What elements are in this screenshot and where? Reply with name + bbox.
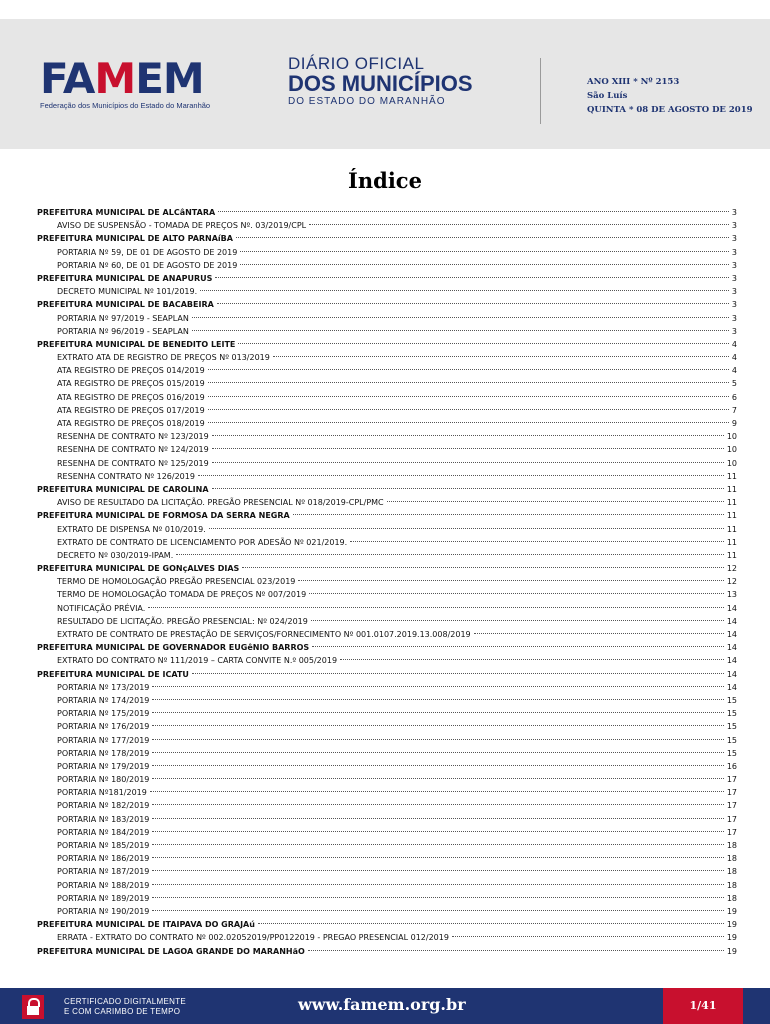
index-entry-title: RESULTADO DE LICITAÇÃO. PREGÃO PRESENCIAL: Nº 024/2019 xyxy=(57,616,308,626)
index-entry-page: 3 xyxy=(731,300,737,310)
index-entry-title: AVISO DE SUSPENSÃO - TOMADA DE PREÇOS Nº. 03/2019/CPL xyxy=(57,221,307,231)
logo-part-3: EM xyxy=(135,54,204,103)
index-entry-page: 17 xyxy=(726,827,737,837)
index-entry-title: PREFEITURA MUNICIPAL DE CAROLINA xyxy=(37,484,209,494)
dot-leader xyxy=(152,818,723,819)
dot-leader xyxy=(242,567,723,568)
index-entry-title: PORTARIA Nº 186/2019 xyxy=(57,854,150,864)
index-entry-title: EXTRATO DO CONTRATO Nº 111/2019 – CARTA CONVITE N.º 005/2019 xyxy=(57,656,338,666)
index-entry-title: ATA REGISTRO DE PREÇOS 015/2019 xyxy=(57,379,205,389)
index-entry-page: 19 xyxy=(726,946,737,956)
index-entry-title: PORTARIA Nº 187/2019 xyxy=(57,867,150,877)
index-entry[interactable] xyxy=(37,470,737,483)
index-entry-title: DECRETO MUNICIPAL Nº 101/2019. xyxy=(57,287,198,297)
index-entry-title: ATA REGISTRO DE PREÇOS 018/2019 xyxy=(57,419,205,428)
index-entry-page: 15 xyxy=(726,735,737,745)
dot-leader xyxy=(152,725,723,726)
index-entry-page: 17 xyxy=(726,801,737,811)
index-section[interactable] xyxy=(37,206,737,219)
index-entry[interactable] xyxy=(37,905,737,918)
index-entry-page: 17 xyxy=(726,814,737,824)
index-entry-page: 18 xyxy=(726,867,737,877)
dot-leader xyxy=(212,448,724,449)
divider xyxy=(540,58,541,124)
dot-leader xyxy=(240,264,729,265)
index-entry-title: PORTARIA Nº 179/2019 xyxy=(57,761,150,771)
index-entry-title: RESENHA DE CONTRATO Nº 124/2019 xyxy=(57,445,209,455)
index-section[interactable] xyxy=(37,232,737,245)
index-entry-title: EXTRATO DE DISPENSA Nº 010/2019. xyxy=(57,524,206,534)
index-entry-title: ATA REGISTRO DE PREÇOS 017/2019 xyxy=(57,405,205,415)
index-entry-page: 3 xyxy=(731,208,737,217)
dot-leader xyxy=(208,422,729,423)
index-entry[interactable] xyxy=(37,747,737,760)
index-entry-page: 17 xyxy=(726,788,737,798)
index-entry-page: 16 xyxy=(726,761,737,771)
index-entry-page: 11 xyxy=(726,498,737,508)
logo-part-2: M xyxy=(94,54,136,103)
dot-leader xyxy=(293,514,724,515)
index-entry[interactable] xyxy=(37,391,737,404)
famem-logo[interactable] xyxy=(40,54,240,121)
index-entry[interactable] xyxy=(37,839,737,852)
index-entry-page: 14 xyxy=(726,630,737,639)
dot-leader xyxy=(176,554,724,555)
index-entry[interactable] xyxy=(37,865,737,878)
index-entry[interactable] xyxy=(37,786,737,799)
index-entry-title: PORTARIA Nº 184/2019 xyxy=(57,827,150,837)
index-entry-title: PREFEITURA MUNICIPAL DE ALCâNTARA xyxy=(37,208,216,217)
index-entry-page: 14 xyxy=(726,682,737,692)
index-entry-title: PREFEITURA MUNICIPAL DE ITAIPAVA DO GRAJAú xyxy=(37,920,255,930)
dot-leader xyxy=(192,330,729,331)
index-entry-page: 4 xyxy=(731,353,737,363)
dot-leader xyxy=(312,646,724,647)
dot-leader xyxy=(152,857,723,858)
dot-leader xyxy=(215,277,728,278)
dot-leader xyxy=(208,369,729,370)
index-entry[interactable] xyxy=(37,404,737,417)
index-entry[interactable] xyxy=(37,457,737,470)
index-entry-title: PORTARIA Nº 173/2019 xyxy=(57,682,150,692)
index-entry-page: 4 xyxy=(731,339,737,349)
index-entry-page: 19 xyxy=(726,920,737,930)
index-entry-title: PORTARIA Nº 59, DE 01 DE AGOSTO DE 2019 xyxy=(57,247,238,257)
index-entry-title: PORTARIA Nº 190/2019 xyxy=(57,906,150,916)
index-entry[interactable] xyxy=(37,259,737,272)
index-entry-title: ATA REGISTRO DE PREÇOS 016/2019 xyxy=(57,392,205,402)
footer xyxy=(0,988,770,1024)
dot-leader xyxy=(152,712,723,713)
index-entry-title: EXTRATO ATA DE REGISTRO DE PREÇOS Nº 013/2019 xyxy=(57,353,270,363)
index-entry-title: PREFEITURA MUNICIPAL DE ICATU xyxy=(37,669,189,679)
dot-leader xyxy=(152,910,723,911)
index-entry[interactable] xyxy=(37,931,737,944)
dot-leader xyxy=(152,778,723,779)
dot-leader xyxy=(212,462,724,463)
dot-leader xyxy=(152,831,723,832)
dot-leader xyxy=(152,739,723,740)
index-entry-title: PREFEITURA MUNICIPAL DE ANAPURUS xyxy=(37,273,213,283)
dot-leader xyxy=(308,950,724,951)
dot-leader xyxy=(212,488,724,489)
masthead xyxy=(0,19,770,149)
index-entry-page: 11 xyxy=(726,524,737,534)
index-entry[interactable] xyxy=(37,575,737,588)
index-entry-page: 10 xyxy=(726,445,737,455)
dot-leader xyxy=(217,303,729,304)
index-entry-page: 12 xyxy=(726,577,737,587)
dot-leader xyxy=(150,791,724,792)
dot-leader xyxy=(198,475,724,476)
dot-leader xyxy=(240,251,729,252)
index-entry[interactable] xyxy=(37,852,737,865)
index-entry[interactable] xyxy=(37,312,737,325)
publication-title-line1: DIÁRIO OFICIAL xyxy=(288,54,425,73)
index-entry-page: 13 xyxy=(726,590,737,600)
dot-leader xyxy=(208,396,729,397)
index-entry-page: 11 xyxy=(726,550,737,560)
index-entry-title: PORTARIA Nº 97/2019 - SEAPLAN xyxy=(57,313,189,323)
index-entry-page: 5 xyxy=(731,379,737,389)
index-entry-page: 19 xyxy=(726,933,737,943)
dot-leader xyxy=(452,936,724,937)
index-entry-title: NOTIFICAÇÃO PRÉVIA. xyxy=(57,603,146,613)
index-section[interactable] xyxy=(37,945,737,958)
logo-part-1: FA xyxy=(40,54,95,103)
issue-info xyxy=(587,75,753,117)
index-entry-page: 3 xyxy=(731,221,737,231)
index-entry-page: 14 xyxy=(726,616,737,626)
index-entry-title: PORTARIA Nº 60, DE 01 DE AGOSTO DE 2019 xyxy=(57,260,238,270)
index-entry-page: 17 xyxy=(726,775,737,785)
index-entry-title: TERMO DE HOMOLOGAÇÃO PREGÃO PRESENCIAL 023/2019 xyxy=(57,577,296,587)
index-entry[interactable] xyxy=(37,760,737,773)
index-entry[interactable] xyxy=(37,615,737,628)
index-entry[interactable] xyxy=(37,364,737,377)
dot-leader xyxy=(218,211,729,212)
index-entry-title: PREFEITURA MUNICIPAL DE ALTO PARNAíBA xyxy=(37,234,233,244)
index-section[interactable] xyxy=(37,509,737,522)
index-entry-title: EXTRATO DE CONTRATO DE PRESTAÇÃO DE SERVIÇOS/FORNECIMENTO Nº 001.0107.2019.13.008/2019 xyxy=(57,630,471,639)
certification-note xyxy=(64,997,186,1017)
dot-leader xyxy=(474,633,724,634)
index-section[interactable] xyxy=(37,483,737,496)
publication-title xyxy=(288,55,528,109)
index-entry-page: 15 xyxy=(726,722,737,732)
dot-leader xyxy=(152,870,723,871)
index-entry[interactable] xyxy=(37,799,737,812)
index-entry-page: 14 xyxy=(726,603,737,613)
index-entry-title: PORTARIA Nº 96/2019 - SEAPLAN xyxy=(57,326,189,336)
index-entry[interactable] xyxy=(37,879,737,892)
index-entry-title: PORTARIA Nº181/2019 xyxy=(57,788,147,798)
index-entry-page: 11 xyxy=(726,484,737,494)
index-entry-title: PORTARIA Nº 177/2019 xyxy=(57,735,150,745)
index-entry-title: ATA REGISTRO DE PREÇOS 014/2019 xyxy=(57,366,205,376)
dot-leader xyxy=(152,752,723,753)
index-entry-title: PREFEITURA MUNICIPAL DE GOVERNADOR EUGêNIO BARROS xyxy=(37,643,310,653)
index-entry[interactable] xyxy=(37,628,737,641)
index-entry-title: RESENHA CONTRATO Nº 126/2019 xyxy=(57,471,195,481)
index-entry-page: 3 xyxy=(731,234,737,244)
index-entry-page: 3 xyxy=(731,313,737,323)
index-section[interactable] xyxy=(37,272,737,285)
index-entry-page: 10 xyxy=(726,432,737,442)
index-entry-title: EXTRATO DE CONTRATO DE LICENCIAMENTO POR ADESÃO Nº 021/2019. xyxy=(57,537,348,547)
index-entry-page: 18 xyxy=(726,841,737,850)
index-entry-page: 18 xyxy=(726,854,737,864)
cert-line-2: E COM CARIMBO DE TEMPO xyxy=(64,1007,181,1016)
dot-leader xyxy=(212,435,724,436)
dot-leader xyxy=(309,224,729,225)
index-entry-title: PORTARIA Nº 189/2019 xyxy=(57,893,150,903)
index-entry-page: 19 xyxy=(726,906,737,916)
index-entry[interactable] xyxy=(37,430,737,443)
index-entry-page: 15 xyxy=(726,748,737,758)
index-entry[interactable] xyxy=(37,707,737,720)
index-entry[interactable] xyxy=(37,496,737,509)
dot-leader xyxy=(192,673,724,674)
index-entry-title: PREFEITURA MUNICIPAL DE LAGOA GRANDE DO MARANHãO xyxy=(37,946,305,956)
index-entry-page: 18 xyxy=(726,893,737,903)
index-entry-title: PORTARIA Nº 174/2019 xyxy=(57,695,150,705)
index-entry[interactable] xyxy=(37,720,737,733)
dot-leader xyxy=(273,356,729,357)
index-entry[interactable] xyxy=(37,681,737,694)
index-entry-title: PREFEITURA MUNICIPAL DE FORMOSA DA SERRA NEGRA xyxy=(37,511,290,521)
index-entry-title: PORTARIA Nº 180/2019 xyxy=(57,775,150,785)
index-entry-title: RESENHA DE CONTRATO Nº 125/2019 xyxy=(57,458,209,468)
dot-leader xyxy=(192,317,729,318)
index-entry-page: 12 xyxy=(726,564,737,574)
index-list xyxy=(37,206,737,958)
index-entry-page: 6 xyxy=(731,392,737,402)
lock-icon xyxy=(22,995,44,1019)
index-entry-page: 14 xyxy=(726,643,737,653)
index-entry-page: 10 xyxy=(726,458,737,468)
publication-title-line2: DOS MUNICÍPIOS xyxy=(288,71,473,96)
index-entry-title: PREFEITURA MUNICIPAL DE BACABEIRA xyxy=(37,300,214,310)
index-entry-page: 15 xyxy=(726,695,737,705)
index-section[interactable] xyxy=(37,918,737,931)
index-entry[interactable] xyxy=(37,325,737,338)
publication-title-line3: DO ESTADO DO MARANHÃO xyxy=(288,96,446,107)
index-section[interactable] xyxy=(37,298,737,311)
dot-leader xyxy=(152,804,723,805)
issue-date: QUINTA * 08 DE AGOSTO DE 2019 xyxy=(587,105,753,115)
dot-leader xyxy=(152,686,723,687)
index-section[interactable] xyxy=(37,562,737,575)
index-entry[interactable] xyxy=(37,351,737,364)
page-title: Índice xyxy=(348,168,422,193)
dot-leader xyxy=(387,501,724,502)
index-entry[interactable] xyxy=(37,219,737,232)
dot-leader xyxy=(350,541,724,542)
index-entry-page: 3 xyxy=(731,260,737,270)
dot-leader xyxy=(340,659,724,660)
dot-leader xyxy=(209,528,724,529)
index-entry-page: 15 xyxy=(726,709,737,719)
dot-leader xyxy=(152,884,723,885)
website-link[interactable]: www.famem.org.br xyxy=(298,995,466,1014)
index-entry[interactable] xyxy=(37,377,737,390)
index-entry-title: PORTARIA Nº 183/2019 xyxy=(57,814,150,824)
logo-wordmark xyxy=(40,54,204,103)
dot-leader xyxy=(236,237,729,238)
index-entry-title: PREFEITURA MUNICIPAL DE BENEDITO LEITE xyxy=(37,339,236,349)
index-entry-page: 4 xyxy=(731,366,737,376)
index-entry[interactable] xyxy=(37,443,737,456)
dot-leader xyxy=(238,343,729,344)
dot-leader xyxy=(152,699,723,700)
index-entry-page: 3 xyxy=(731,273,737,283)
index-entry-page: 18 xyxy=(726,880,737,890)
index-entry[interactable] xyxy=(37,654,737,667)
dot-leader xyxy=(200,290,729,291)
index-entry-title: PORTARIA Nº 188/2019 xyxy=(57,880,150,890)
index-entry-title: ERRATA - EXTRATO DO CONTRATO Nº 002.02052019/PP0122019 - PREGAO PRESENCIAL 012/2019 xyxy=(57,933,449,943)
index-entry-page: 11 xyxy=(726,471,737,481)
dot-leader xyxy=(152,897,723,898)
index-section[interactable] xyxy=(37,641,737,654)
index-entry-title: PORTARIA Nº 182/2019 xyxy=(57,801,150,811)
index-entry-title: PREFEITURA MUNICIPAL DE GONçALVES DIAS xyxy=(37,564,240,574)
index-entry-page: 11 xyxy=(726,511,737,521)
index-entry-page: 7 xyxy=(731,405,737,415)
index-entry[interactable] xyxy=(37,523,737,536)
index-entry[interactable] xyxy=(37,417,737,430)
index-entry-title: PORTARIA Nº 176/2019 xyxy=(57,722,150,732)
index-entry-title: PORTARIA Nº 185/2019 xyxy=(57,841,150,850)
index-entry-title: DECRETO Nº 030/2019-IPAM. xyxy=(57,550,174,560)
index-entry[interactable] xyxy=(37,588,737,601)
index-entry-title: AVISO DE RESULTADO DA LICITAÇÃO. PREGÃO PRESENCIAL Nº 018/2019-CPL/PMC xyxy=(57,498,384,508)
index-entry[interactable] xyxy=(37,826,737,839)
issue-city: São Luís xyxy=(587,91,628,101)
cert-line-1: CERTIFICADO DIGITALMENTE xyxy=(64,997,187,1006)
index-entry[interactable] xyxy=(37,602,737,615)
index-entry[interactable] xyxy=(37,549,737,562)
dot-leader xyxy=(311,620,724,621)
dot-leader xyxy=(208,409,729,410)
dot-leader xyxy=(258,923,724,924)
index-entry-page: 3 xyxy=(731,247,737,257)
index-entry-page: 14 xyxy=(726,669,737,679)
issue-number: ANO XIII * Nº 2153 xyxy=(587,77,680,87)
index-entry-title: PORTARIA Nº 175/2019 xyxy=(57,709,150,719)
index-entry-page: 14 xyxy=(726,656,737,666)
index-entry[interactable] xyxy=(37,246,737,259)
index-entry-title: PORTARIA Nº 178/2019 xyxy=(57,748,150,758)
dot-leader xyxy=(152,844,723,845)
dot-leader xyxy=(148,607,724,608)
index-entry-title: RESENHA DE CONTRATO Nº 123/2019 xyxy=(57,432,209,442)
index-entry-page: 11 xyxy=(726,537,737,547)
dot-leader xyxy=(152,765,723,766)
index-entry[interactable] xyxy=(37,813,737,826)
index-entry[interactable] xyxy=(37,285,737,298)
index-entry[interactable] xyxy=(37,734,737,747)
index-section[interactable] xyxy=(37,668,737,681)
index-entry-page: 3 xyxy=(731,287,737,297)
dot-leader xyxy=(309,593,724,594)
index-entry[interactable] xyxy=(37,536,737,549)
index-entry[interactable] xyxy=(37,892,737,905)
index-entry-title: TERMO DE HOMOLOGAÇÃO TOMADA DE PREÇOS Nº 007/2019 xyxy=(57,590,307,600)
index-entry[interactable] xyxy=(37,773,737,786)
index-entry-page: 9 xyxy=(731,419,737,428)
index-entry[interactable] xyxy=(37,694,737,707)
dot-leader xyxy=(298,580,723,581)
logo-tagline: Federação dos Municípios do Estado do Maranhão xyxy=(40,101,211,110)
page-number: 1/41 xyxy=(663,988,743,1024)
dot-leader xyxy=(208,382,729,383)
index-section[interactable] xyxy=(37,338,737,351)
index-entry-page: 3 xyxy=(731,326,737,336)
